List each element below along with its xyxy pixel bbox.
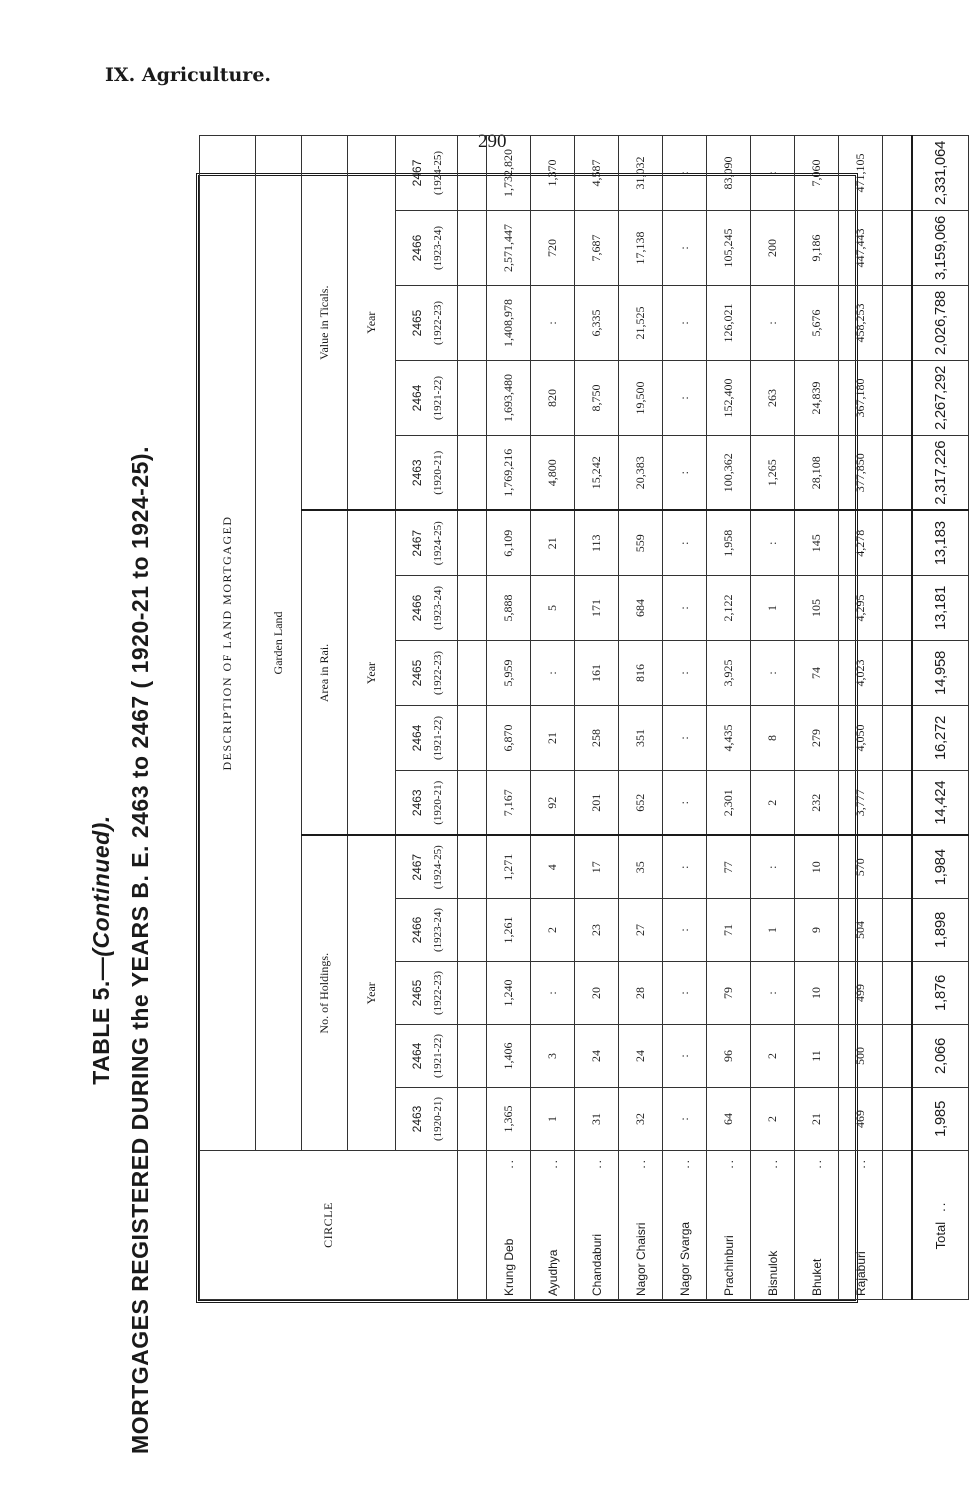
table-cell-holdings: 1,365	[487, 1088, 531, 1151]
table-cell-holdings: 500	[839, 1025, 883, 1088]
table-cell-holdings: 23	[575, 899, 619, 962]
table-cell-area: 92	[531, 771, 575, 836]
spacer-cell	[883, 576, 913, 641]
total-cell-area: 13,181	[912, 576, 968, 641]
group-header-holdings: No. of Holdings.	[302, 836, 348, 1151]
spacer-cell	[458, 1025, 487, 1088]
year-column-header	[396, 511, 458, 576]
spacer-cell	[458, 211, 487, 286]
spacer-cell	[458, 286, 487, 361]
table-cell-area: :	[663, 706, 707, 771]
total-row	[912, 135, 968, 1299]
total-cell-holdings: 1,985	[912, 1088, 968, 1151]
table-cell-value: :	[751, 286, 795, 361]
circle-name	[795, 1151, 839, 1300]
table-cell-area: 4,435	[707, 706, 751, 771]
circle-name	[663, 1151, 707, 1300]
table-cell-holdings: 499	[839, 962, 883, 1025]
year-be-label: 2465	[409, 309, 424, 337]
table-cell-holdings: :	[663, 899, 707, 962]
table-cell-value: 263	[751, 361, 795, 436]
total-cell-holdings: 1,898	[912, 899, 968, 962]
year-be-label: 2463	[409, 459, 424, 487]
year-ad-label: (1924-25)	[431, 521, 444, 566]
year-be-label: 2463	[409, 1105, 424, 1133]
spacer-cell	[883, 286, 913, 361]
spacer-cell	[458, 836, 487, 899]
table-cell-value: 20,383	[619, 436, 663, 511]
table-cell-holdings: 35	[619, 836, 663, 899]
circle-name-text: Bhuket	[809, 1258, 824, 1296]
table-label: TABLE 5.—	[88, 956, 114, 1085]
table-cell-holdings: 1,406	[487, 1025, 531, 1088]
spacer-cell	[883, 836, 913, 899]
spacer-cell	[883, 706, 913, 771]
year-be-label: 2465	[409, 979, 424, 1007]
spacer-cell	[883, 1151, 913, 1300]
table-cell-area: 7,167	[487, 771, 531, 836]
circle-name	[619, 1151, 663, 1300]
table-cell-holdings: 17	[575, 836, 619, 899]
table-cell-value: 377,850	[839, 436, 883, 511]
year-ad-label: (1920-21)	[431, 1097, 444, 1141]
table-cell-holdings: :	[663, 962, 707, 1025]
table-cell-area: 161	[575, 641, 619, 706]
table-cell-holdings: 10	[795, 962, 839, 1025]
spacer-cell	[883, 641, 913, 706]
table-cell-holdings: 27	[619, 899, 663, 962]
spacer-cell	[883, 511, 913, 576]
spacer-cell	[458, 361, 487, 436]
spacer-cell	[883, 962, 913, 1025]
table-cell-value: 6,335	[575, 286, 619, 361]
total-cell-holdings: 2,066	[912, 1025, 968, 1088]
table-cell-holdings: 28	[619, 962, 663, 1025]
group-header-value: Value in Ticals.	[302, 135, 348, 510]
year-column-header	[396, 641, 458, 706]
table-cell-value: 458,253	[839, 286, 883, 361]
table-row	[795, 135, 839, 1299]
table-cell-value: 200	[751, 211, 795, 286]
table-cell-holdings: 64	[707, 1088, 751, 1151]
spacer-cell	[883, 135, 913, 210]
land-type-header: Garden Land	[256, 135, 302, 1150]
spacer-cell	[883, 899, 913, 962]
table-cell-holdings: 4	[531, 836, 575, 899]
table-cell-value: 4,800	[531, 436, 575, 511]
table-cell-area: 4,050	[839, 706, 883, 771]
table-cell-area: 5	[531, 576, 575, 641]
leader-dots: ..	[932, 1200, 948, 1212]
year-ad-label: (1921-22)	[431, 376, 444, 420]
year-be-label: 2467	[409, 853, 424, 881]
circle-name-text: Krung Deb	[501, 1238, 516, 1296]
year-be-label: 2464	[409, 384, 424, 412]
page-number: 290	[478, 131, 507, 152]
year-column-header	[396, 286, 458, 361]
table-cell-holdings: :	[751, 836, 795, 899]
table-cell-value: 15,242	[575, 436, 619, 511]
table-cell-area: 2	[751, 771, 795, 836]
group-header-area: Area in Rai.	[302, 511, 348, 836]
year-column-header	[396, 1088, 458, 1151]
table-cell-area: 21	[531, 706, 575, 771]
table-title-block	[38, 400, 198, 1500]
table-cell-value: 100,362	[707, 436, 751, 511]
table-cell-holdings: 24	[575, 1025, 619, 1088]
year-header: Year	[348, 511, 396, 836]
table-cell-value: 105,245	[707, 211, 751, 286]
table-row	[531, 135, 575, 1299]
table-cell-holdings: :	[663, 1088, 707, 1151]
spacer-cell	[458, 576, 487, 641]
table-cell-area: :	[531, 641, 575, 706]
table-cell-value: :	[663, 286, 707, 361]
total-label-text: Total	[932, 1221, 948, 1250]
table-cell-area: :	[663, 576, 707, 641]
year-column-header	[396, 706, 458, 771]
total-label	[912, 1151, 968, 1300]
table-cell-area: 6,109	[487, 511, 531, 576]
year-column-header	[396, 962, 458, 1025]
table-cell-value: :	[751, 135, 795, 210]
leader-dots: ..	[721, 1158, 736, 1169]
year-header: Year	[348, 836, 396, 1151]
table-cell-holdings: 71	[707, 899, 751, 962]
spacer-cell	[883, 211, 913, 286]
table-cell-holdings: 1,240	[487, 962, 531, 1025]
table-cell-value: 28,108	[795, 436, 839, 511]
table-row	[707, 135, 751, 1299]
table-cell-area: 684	[619, 576, 663, 641]
table-cell-area: 816	[619, 641, 663, 706]
table-cell-holdings: 1,271	[487, 836, 531, 899]
table-row	[663, 135, 707, 1299]
leader-dots: ..	[545, 1158, 560, 1169]
year-header: Year	[348, 135, 396, 510]
table-cell-holdings: 1	[751, 899, 795, 962]
year-ad-label: (1921-22)	[431, 716, 444, 760]
year-ad-label: (1922-23)	[431, 301, 444, 345]
table-subtitle: MORTGAGES REGISTERED DURING the YEARS B. E. 2463 to 2467 ( 1920-21 to 1924-25).	[127, 446, 153, 1454]
total-cell-area: 13,183	[912, 511, 968, 576]
table-cell-value: 447,443	[839, 211, 883, 286]
table-cell-value: 1,408,978	[487, 286, 531, 361]
spacer-cell	[458, 1088, 487, 1151]
year-column-header	[396, 899, 458, 962]
table-cell-holdings: 10	[795, 836, 839, 899]
circle-name	[751, 1151, 795, 1300]
table-cell-value: 1,265	[751, 436, 795, 511]
total-cell-value: 2,331,064	[912, 135, 968, 210]
mortgage-table	[199, 135, 969, 1300]
table-cell-area: 4,023	[839, 641, 883, 706]
circle-name-text: Rajaburi	[853, 1251, 868, 1296]
year-be-label: 2465	[409, 659, 424, 687]
spacer-cell	[458, 641, 487, 706]
table-cell-area: 3,925	[707, 641, 751, 706]
table-cell-area: 171	[575, 576, 619, 641]
spacer-cell	[883, 1088, 913, 1151]
circle-name	[531, 1151, 575, 1300]
spacer-cell	[458, 771, 487, 836]
circle-header: CIRCLE	[200, 1151, 458, 1300]
spacer-row	[883, 135, 913, 1299]
total-cell-area: 14,424	[912, 771, 968, 836]
year-column-header	[396, 771, 458, 836]
year-ad-label: (1920-21)	[431, 450, 444, 495]
table-cell-value: 1,370	[531, 135, 575, 210]
spacer-cell	[458, 135, 487, 210]
total-cell-area: 14,958	[912, 641, 968, 706]
table-cell-area: :	[663, 641, 707, 706]
table-cell-holdings: 32	[619, 1088, 663, 1151]
year-ad-label: (1923-24)	[431, 586, 444, 630]
table-cell-value: 19,500	[619, 361, 663, 436]
year-ad-label: (1924-25)	[431, 845, 444, 890]
table-cell-area: 105	[795, 576, 839, 641]
table-cell-area: 652	[619, 771, 663, 836]
table-cell-area: 8	[751, 706, 795, 771]
table-cell-value: :	[663, 361, 707, 436]
table-cell-value: 2,571,447	[487, 211, 531, 286]
table-cell-holdings: 469	[839, 1088, 883, 1151]
year-ad-label: (1920-21)	[431, 780, 444, 825]
circle-name-text: Nagor Svarga	[677, 1221, 692, 1296]
table-cell-area: 2,301	[707, 771, 751, 836]
spacer-cell	[458, 899, 487, 962]
year-be-label: 2466	[409, 594, 424, 622]
spacer-cell	[883, 436, 913, 511]
table-cell-value: :	[531, 286, 575, 361]
circle-name-text: Nagor Chaisri	[633, 1222, 648, 1296]
year-be-label: 2466	[409, 234, 424, 262]
table-cell-value: 7,060	[795, 135, 839, 210]
year-ad-label: (1923-24)	[431, 226, 444, 270]
total-cell-area: 16,272	[912, 706, 968, 771]
table-cell-value: 31,032	[619, 135, 663, 210]
table-cell-value: 8,750	[575, 361, 619, 436]
year-column-header	[396, 436, 458, 511]
table-cell-holdings: 2	[751, 1088, 795, 1151]
year-be-label: 2464	[409, 1042, 424, 1070]
total-cell-value: 2,317,226	[912, 436, 968, 511]
year-be-label: 2463	[409, 789, 424, 817]
spacer-row	[458, 135, 487, 1299]
table-cell-holdings: 21	[795, 1088, 839, 1151]
circle-name-text: Ayudhya	[545, 1249, 560, 1296]
table-row	[751, 135, 795, 1299]
table-cell-value: 367,180	[839, 361, 883, 436]
year-ad-label: (1922-23)	[431, 971, 444, 1015]
circle-name	[575, 1151, 619, 1300]
spacer-cell	[883, 1025, 913, 1088]
circle-name	[707, 1151, 751, 1300]
leader-dots: ..	[765, 1158, 780, 1169]
table-cell-area: 2,122	[707, 576, 751, 641]
table-cell-area: 258	[575, 706, 619, 771]
table-cell-holdings: 1	[531, 1088, 575, 1151]
table-cell-holdings: 2	[531, 899, 575, 962]
spacer-cell	[883, 361, 913, 436]
table-cell-holdings: 1,261	[487, 899, 531, 962]
table-cell-area: 1	[751, 576, 795, 641]
table-cell-holdings: 77	[707, 836, 751, 899]
table-cell-value: 83,090	[707, 135, 751, 210]
table-cell-holdings: 9	[795, 899, 839, 962]
year-ad-label: (1922-23)	[431, 651, 444, 695]
leader-dots: ..	[501, 1158, 516, 1169]
year-be-label: 2464	[409, 724, 424, 752]
circle-name-text: Prachinburi	[721, 1235, 736, 1296]
table-cell-value: 720	[531, 211, 575, 286]
circle-name-text: Bisnulok	[765, 1250, 780, 1296]
table-cell-area: 145	[795, 511, 839, 576]
spacer-cell	[458, 436, 487, 511]
year-be-label: 2467	[409, 529, 424, 557]
leader-dots: ..	[633, 1158, 648, 1169]
table-cell-holdings: 79	[707, 962, 751, 1025]
table-cell-area: :	[751, 511, 795, 576]
table-cell-area: 279	[795, 706, 839, 771]
table-cell-value: 820	[531, 361, 575, 436]
year-ad-label: (1921-22)	[431, 1034, 444, 1078]
total-cell-holdings: 1,984	[912, 836, 968, 899]
table-cell-value: 152,400	[707, 361, 751, 436]
table-cell-area: 351	[619, 706, 663, 771]
circle-name-text: Chandaburi	[589, 1233, 604, 1296]
year-column-header	[396, 1025, 458, 1088]
spacer-cell	[458, 511, 487, 576]
table-cell-holdings: 504	[839, 899, 883, 962]
table-cell-area: 5,959	[487, 641, 531, 706]
table-row	[575, 135, 619, 1299]
table-cell-area: 4,278	[839, 511, 883, 576]
year-column-header	[396, 836, 458, 899]
description-header: DESCRIPTION OF LAND MORTGAGED	[200, 135, 256, 1150]
table-cell-holdings: 24	[619, 1025, 663, 1088]
table-cell-value: 471,105	[839, 135, 883, 210]
table-title	[88, 400, 115, 1500]
table-cell-value: 9,186	[795, 211, 839, 286]
year-column-header	[396, 211, 458, 286]
table-cell-holdings: 3	[531, 1025, 575, 1088]
spacer-cell	[458, 706, 487, 771]
table-cell-value: 4,587	[575, 135, 619, 210]
table-cell-holdings: :	[663, 836, 707, 899]
year-be-label: 2467	[409, 159, 424, 187]
year-ad-label: (1923-24)	[431, 908, 444, 952]
table-cell-area: 232	[795, 771, 839, 836]
table-cell-area: 113	[575, 511, 619, 576]
table-cell-area: 74	[795, 641, 839, 706]
table-cell-area: 559	[619, 511, 663, 576]
spacer-cell	[458, 962, 487, 1025]
table-cell-holdings: 570	[839, 836, 883, 899]
total-cell-value: 2,267,292	[912, 361, 968, 436]
spacer-cell	[458, 1151, 487, 1300]
circle-name	[487, 1151, 531, 1300]
circle-name	[839, 1151, 883, 1300]
year-column-header	[396, 576, 458, 641]
leader-dots: ..	[589, 1158, 604, 1169]
year-ad-label: (1924-25)	[431, 150, 444, 195]
continued-label: (Continued).	[88, 815, 114, 957]
table-cell-area: 201	[575, 771, 619, 836]
table-cell-holdings: 96	[707, 1025, 751, 1088]
table-cell-value: 17,138	[619, 211, 663, 286]
table-cell-area: 1,958	[707, 511, 751, 576]
leader-dots: ..	[677, 1158, 692, 1169]
leader-dots: ..	[853, 1158, 868, 1169]
table-cell-value: 7,687	[575, 211, 619, 286]
table-cell-value: 1,732,820	[487, 135, 531, 210]
table-cell-value: 5,676	[795, 286, 839, 361]
table-cell-holdings: :	[663, 1025, 707, 1088]
total-cell-holdings: 1,876	[912, 962, 968, 1025]
table-cell-holdings: 20	[575, 962, 619, 1025]
table-cell-area: 21	[531, 511, 575, 576]
table-cell-value: 126,021	[707, 286, 751, 361]
table-cell-holdings: 11	[795, 1025, 839, 1088]
table-cell-holdings: 31	[575, 1088, 619, 1151]
table-cell-area: 3,777	[839, 771, 883, 836]
table-row	[619, 135, 663, 1299]
section-header: IX. Agriculture.	[105, 64, 272, 86]
table-cell-value: :	[663, 436, 707, 511]
table-cell-area: 5,888	[487, 576, 531, 641]
leader-dots: ..	[809, 1158, 824, 1169]
table-cell-area: :	[751, 641, 795, 706]
table-cell-value: 1,769,216	[487, 436, 531, 511]
table-row	[839, 135, 883, 1299]
table-cell-holdings: 2	[751, 1025, 795, 1088]
table-cell-area: :	[663, 511, 707, 576]
year-be-label: 2466	[409, 916, 424, 944]
table-cell-value: :	[663, 211, 707, 286]
table-cell-value: :	[663, 135, 707, 210]
total-cell-value: 2,026,788	[912, 286, 968, 361]
year-column-header	[396, 135, 458, 210]
table-cell-value: 21,525	[619, 286, 663, 361]
table-cell-holdings: :	[751, 962, 795, 1025]
table-cell-holdings: :	[531, 962, 575, 1025]
table-cell-area: 6,870	[487, 706, 531, 771]
table-cell-value: 24,839	[795, 361, 839, 436]
total-cell-value: 3,159,066	[912, 211, 968, 286]
table-cell-value: 1,693,480	[487, 361, 531, 436]
table-row	[487, 135, 531, 1299]
spacer-cell	[883, 771, 913, 836]
table-cell-area: 4,295	[839, 576, 883, 641]
year-column-header	[396, 361, 458, 436]
table-cell-area: :	[663, 771, 707, 836]
